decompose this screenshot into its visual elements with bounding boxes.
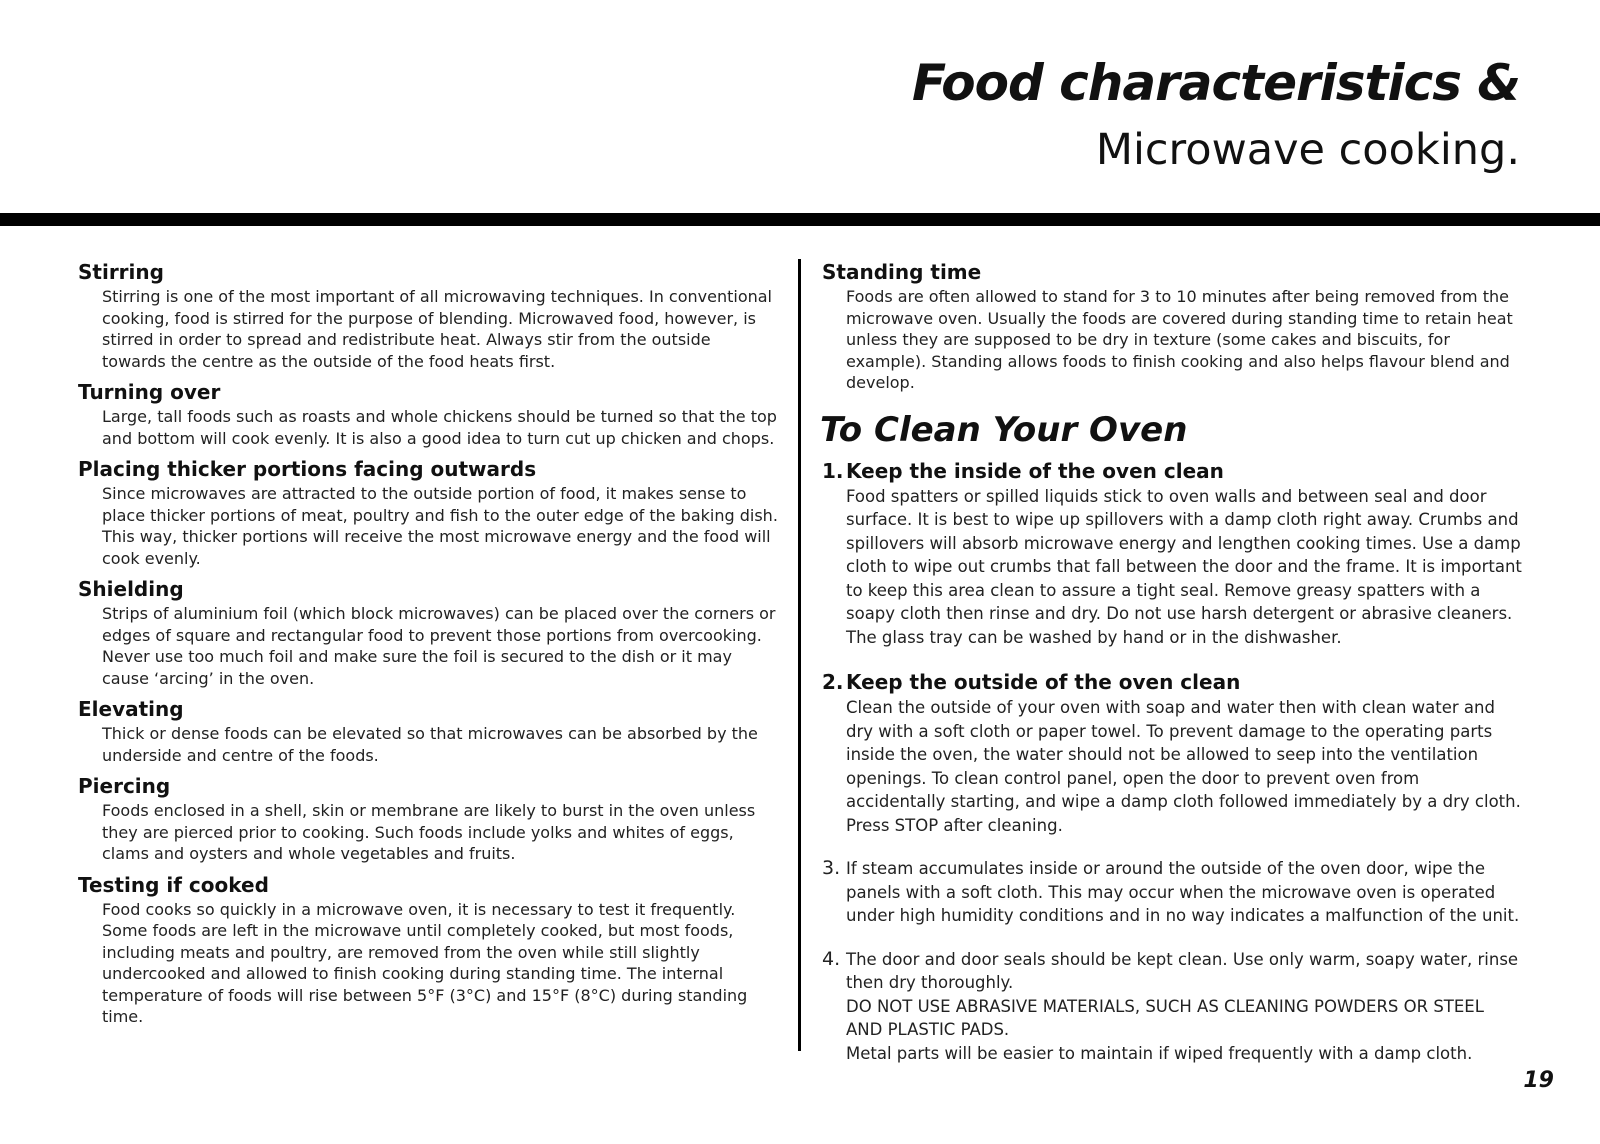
item-warning-line: DO NOT USE ABRASIVE MATERIALS, SUCH AS CLEANING POWDERS OR STEEL AND PLASTIC PADS. — [846, 996, 1484, 1039]
section-body: Foods are often allowed to stand for 3 to 10 minutes after being removed from the microwave oven. Usually the foods are covered during standing time to retain heat unless they are supposed to be dry in texture (some cakes and biscuits, for example). Standing allows foods to finish cooking and also helps flavour blend and develop. — [846, 287, 1513, 392]
item-number: 1. — [822, 458, 844, 483]
section-elevating — [78, 695, 778, 766]
item-title: Keep the outside of the oven clean — [846, 670, 1241, 694]
title-line-1: Food characteristics & — [911, 54, 1520, 112]
section-stirring — [78, 258, 778, 372]
item-number: 3. — [822, 857, 841, 879]
clean-item-2 — [822, 669, 1522, 837]
section-body: Food cooks so quickly in a microwave oven, it is necessary to test it frequently. Some foods are left in the microwave until completely cooked, but most foods, including meats and poultry, are removed from the oven while still slightly undercooked and allowed to finish cooking during standing time. The internal temperature of foods will rise between 5°F (3°C) and 15°F (8°C) during standing time. — [102, 899, 748, 1026]
section-shielding — [78, 575, 778, 689]
item-heading — [822, 669, 1522, 696]
item-line: The door and door seals should be kept clean. Use only warm, soapy water, rinse then dry thoroughly. — [846, 949, 1519, 992]
section-heading: Stirring — [78, 260, 164, 284]
section-heading: Testing if cooked — [78, 872, 269, 897]
section-body: Large, tall foods such as roasts and whole chickens should be turned so that the top and bottom will cook evenly. It is also a good idea to turn cut up chicken and chops. — [102, 407, 777, 448]
section-turning-over — [78, 378, 778, 449]
item-row — [822, 857, 1522, 928]
item-heading — [822, 458, 1522, 485]
item-body: If steam accumulates inside or around the outside of the oven door, wipe the panels with a soft cloth. This may occur when the microwave oven is operated under high humidity conditions and in no way indicates a malfunction of the unit. — [846, 859, 1520, 925]
column-divider — [798, 259, 801, 1051]
section-body: Strips of aluminium foil (which block microwaves) can be placed over the corners or edges of square and rectangular food to prevent those portions from overcooking. Never use too much foil and make sure the foil is secured to the dish or it may cause ‘arcing’ in the oven. — [102, 604, 776, 688]
page-title — [912, 48, 1520, 182]
title-line-2: Microwave cooking. — [1095, 125, 1520, 175]
item-number: 2. — [822, 670, 844, 694]
item-line: Metal parts will be easier to maintain if wiped frequently with a damp cloth. — [846, 1043, 1473, 1063]
right-column — [822, 258, 1522, 1085]
section-heading: Elevating — [78, 697, 184, 721]
clean-item-4 — [822, 948, 1522, 1066]
section-heading: Turning over — [78, 380, 221, 404]
clean-item-1 — [822, 458, 1522, 650]
header-rule — [0, 213, 1600, 226]
section-piercing — [78, 772, 778, 865]
section-heading: Shielding — [78, 577, 184, 601]
section-heading: Piercing — [78, 774, 171, 798]
item-row — [822, 948, 1522, 1066]
section-placing-thicker-portions — [78, 455, 778, 569]
section-testing-if-cooked — [78, 871, 778, 1028]
section-standing-time — [822, 258, 1522, 394]
item-title: Keep the inside of the oven clean — [846, 458, 1224, 483]
clean-item-3 — [822, 857, 1522, 928]
section-body: Foods enclosed in a shell, skin or membrane are likely to burst in the oven unless they are pierced prior to cooking. Such foods include yolks and whites of eggs, clams and oysters and whole vegetables and fruits. — [102, 801, 756, 863]
left-column — [78, 258, 778, 1034]
section-heading: Standing time — [822, 260, 982, 284]
item-lines — [846, 948, 1522, 1066]
section-body: Since microwaves are attracted to the outside portion of food, it makes sense to place thicker portions of meat, poultry and fish to the outer edge of the baking dish. This way, thicker portions will receive the most microwave energy and the food will cook evenly. — [102, 484, 778, 568]
item-body: Clean the outside of your oven with soap and water then with clean water and dry with a soft cloth or paper towel. To prevent damage to the operating parts inside the oven, the water should not be allowed to seep into the ventilation openings. To clean control panel, open the door to prevent oven from accidentally starting, and wipe a damp cloth followed immediately by a dry cloth. Press STOP after cleaning. — [846, 698, 1521, 835]
item-body: Food spatters or spilled liquids stick to oven walls and between seal and door surface. It is best to wipe up spillovers with a damp cloth right away. Crumbs and spillovers will absorb microwave energy and lengthen cooking times. Use a damp cloth to wipe out crumbs that fall between the door and the frame. It is important to keep this area clean to assure a tight seal. Remove greasy spatters with a soapy cloth then rinse and dry. Do not use harsh detergent or abrasive cleaners. The glass tray can be washed by hand or in the dishwasher. — [846, 486, 1522, 647]
section-body: Stirring is one of the most important of all microwaving techniques. In conventional cooking, food is stirred for the purpose of blending. Microwaved food, however, is stirred in order to spread and redistribute heat. Always stir from the outside towards the centre as the outside of the food heats first. — [102, 287, 772, 371]
clean-oven-title: To Clean Your Oven — [820, 409, 1188, 450]
section-heading: Placing thicker portions facing outwards — [78, 457, 537, 481]
item-number: 4. — [822, 947, 841, 970]
section-body: Thick or dense foods can be elevated so that microwaves can be absorbed by the underside and centre of the foods. — [102, 724, 758, 765]
page-number: 19 — [1523, 1068, 1554, 1093]
